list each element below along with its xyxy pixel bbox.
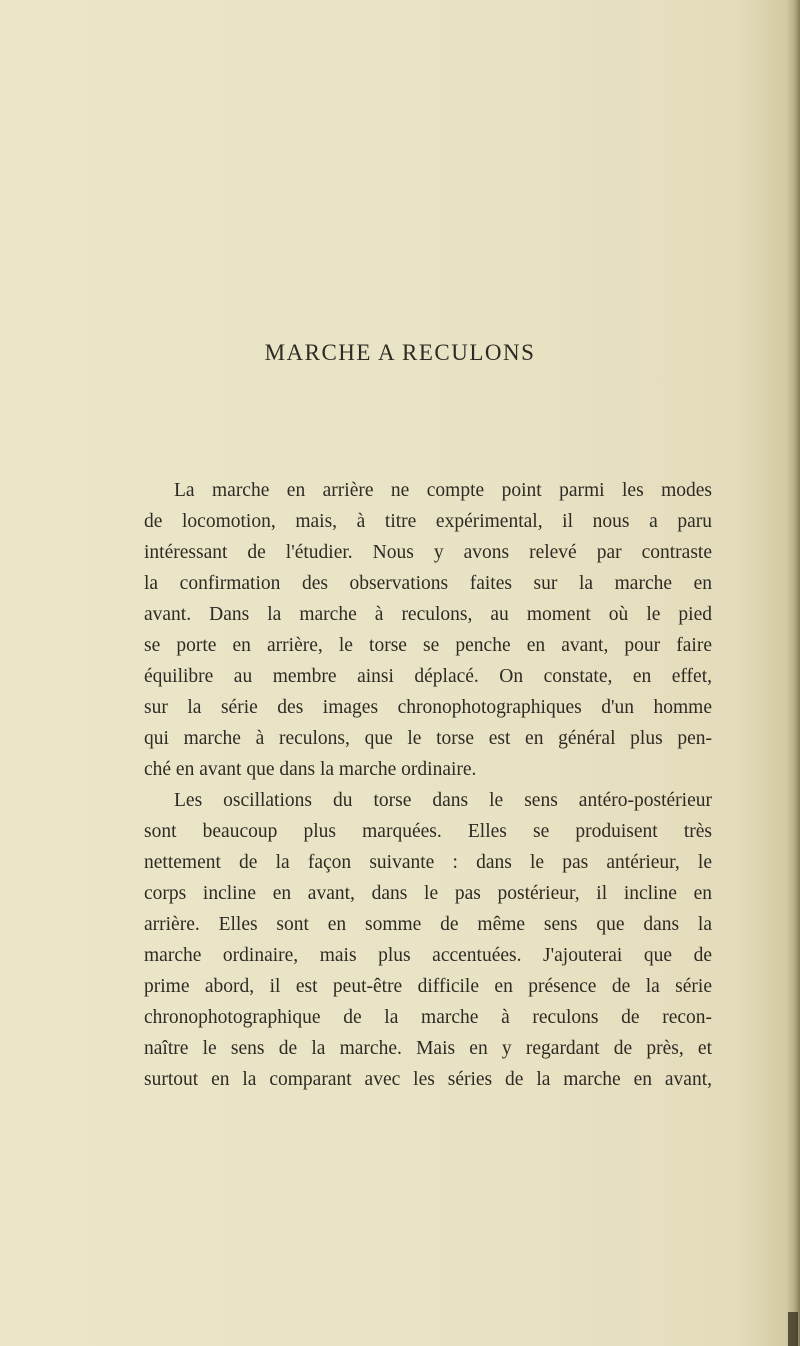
text-line: arrière. Elles sont en somme de même sens que dans la: [144, 914, 712, 935]
text-line: se porte en arrière, le torse se penche en avant, pour faire: [144, 635, 712, 656]
text-line: intéressant de l'étudier. Nous y avons relevé par contraste: [144, 542, 712, 563]
text-line: marche ordinaire, mais plus accentuées. J'ajouterai que de: [144, 945, 712, 966]
text-line: la confirmation des observations faites sur la marche en: [144, 573, 712, 594]
text-line: corps incline en avant, dans le pas postérieur, il incline en: [144, 883, 712, 904]
text-line: nettement de la façon suivante : dans le pas antérieur, le: [144, 852, 712, 873]
page-title: MARCHE A RECULONS: [264, 340, 536, 365]
paragraph-2: [144, 785, 712, 1095]
text-line: chronophotographique de la marche à reculons de recon-: [144, 1007, 712, 1028]
text-line: Les oscillations du torse dans le sens antéro-postérieur: [174, 790, 712, 811]
text-line: qui marche à reculons, que le torse est en général plus pen-: [144, 728, 712, 749]
text-line: La marche en arrière ne compte point parmi les modes: [174, 480, 712, 501]
text-line: avant. Dans la marche à reculons, au moment où le pied: [144, 604, 712, 625]
page-corner-mark: [788, 1312, 798, 1346]
text-line: de locomotion, mais, à titre expérimental, il nous a paru: [144, 511, 712, 532]
text-line: ché en avant que dans la marche ordinaire.: [144, 759, 477, 780]
text-line: naître le sens de la marche. Mais en y regardant de près, et: [144, 1038, 712, 1059]
paragraph-1: [144, 475, 712, 785]
body-text: [144, 475, 712, 1095]
text-line: sur la série des images chronophotographiques d'un homme: [144, 697, 712, 718]
text-line: équilibre au membre ainsi déplacé. On constate, en effet,: [144, 666, 712, 687]
page-binding-shadow: [786, 0, 800, 1346]
text-line: surtout en la comparant avec les séries de la marche en avant,: [144, 1069, 712, 1090]
text-line: prime abord, il est peut-être difficile en présence de la série: [144, 976, 712, 997]
text-line: sont beaucoup plus marquées. Elles se produisent très: [144, 821, 712, 842]
